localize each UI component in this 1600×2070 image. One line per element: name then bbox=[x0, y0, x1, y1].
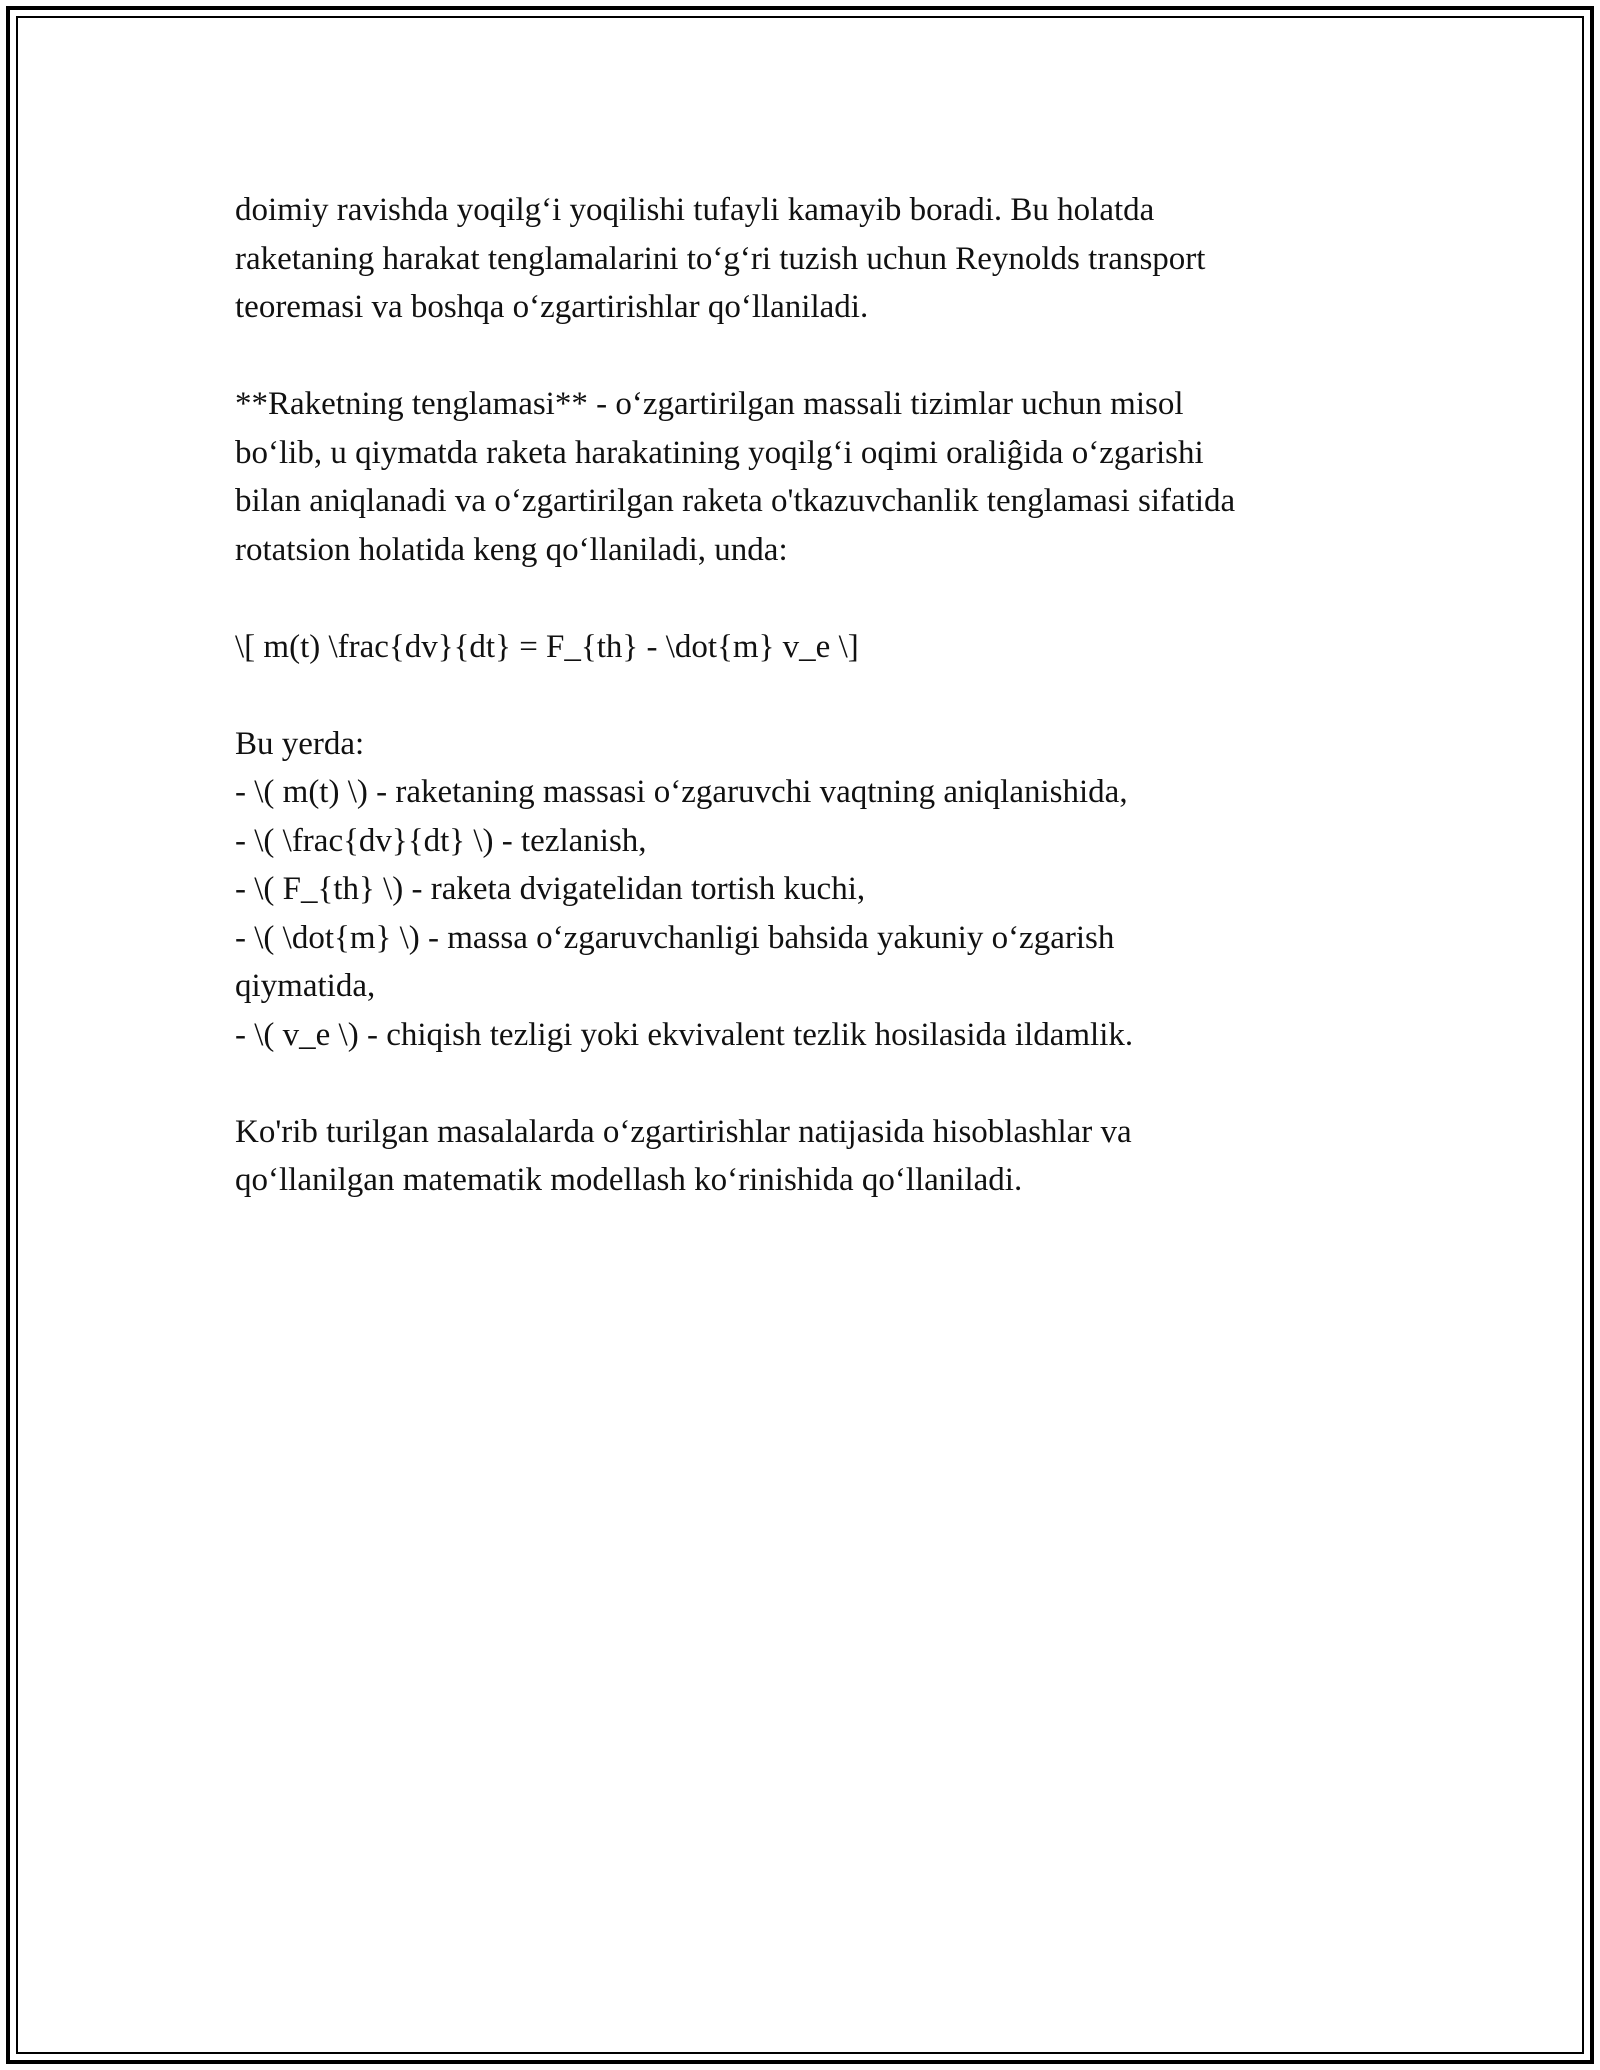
text-line: teoremasi va boshqa o‘zgartirishlar qo‘llaniladi. bbox=[235, 289, 869, 325]
text-line: Ko'rib turilgan masalalarda o‘zgartirishlar natijasida hisoblashlar va bbox=[235, 1113, 1132, 1150]
text-line: rotatsion holatida keng qo‘llaniladi, unda: bbox=[235, 531, 788, 568]
equation-line: \[ m(t) \frac{dv}{dt} = F_{th} - \dot{m} v_e \] bbox=[235, 628, 859, 665]
paragraph-definitions bbox=[235, 720, 1395, 1060]
text-line: Bu yerda: bbox=[235, 725, 365, 762]
text-line: qo‘llanilgan matematik modellash ko‘rinishida qo‘llaniladi. bbox=[235, 1162, 1023, 1198]
paragraph-conclusion bbox=[235, 1108, 1395, 1205]
list-item: - \( v_e \) - chiqish tezligi yoki ekvivalent tezlik hosilasida ildamlik. bbox=[235, 1016, 1134, 1053]
equation-block bbox=[235, 623, 1395, 672]
text-line: bo‘lib, u qiymatda raketa harakatining yoqilg‘i oqimi oraliĝida o‘zgarishi bbox=[235, 434, 1204, 471]
list-item: - \( m(t) \) - raketaning massasi o‘zgaruvchi vaqtning aniqlanishida, bbox=[235, 774, 1128, 810]
list-item-continuation: qiymatida, bbox=[235, 968, 376, 1004]
text-line: **Raketning tenglamasi** - o‘zgartirilgan massali tizimlar uchun misol bbox=[235, 386, 1184, 422]
list-item: - \( \dot{m} \) - massa o‘zgaruvchanligi bahsida yakuniy o‘zgarish bbox=[235, 919, 1115, 956]
paragraph-rocket-equation bbox=[235, 380, 1395, 574]
text-line: doimiy ravishda yoqilg‘i yoqilishi tufayli kamayib boradi. Bu holatda bbox=[235, 192, 1155, 228]
list-item: - \( \frac{dv}{dt} \) - tezlanish, bbox=[235, 822, 647, 859]
text-line: bilan aniqlanadi va o‘zgartirilgan raketa o'tkazuvchanlik tenglamasi sifatida bbox=[235, 483, 1236, 519]
text-line: raketaning harakat tenglamalarini to‘g‘ri tuzish uchun Reynolds transport bbox=[235, 240, 1206, 277]
paragraph-intro bbox=[235, 186, 1395, 332]
list-item: - \( F_{th} \) - raketa dvigatelidan tortish kuchi, bbox=[235, 871, 866, 907]
document-body bbox=[235, 186, 1395, 1253]
